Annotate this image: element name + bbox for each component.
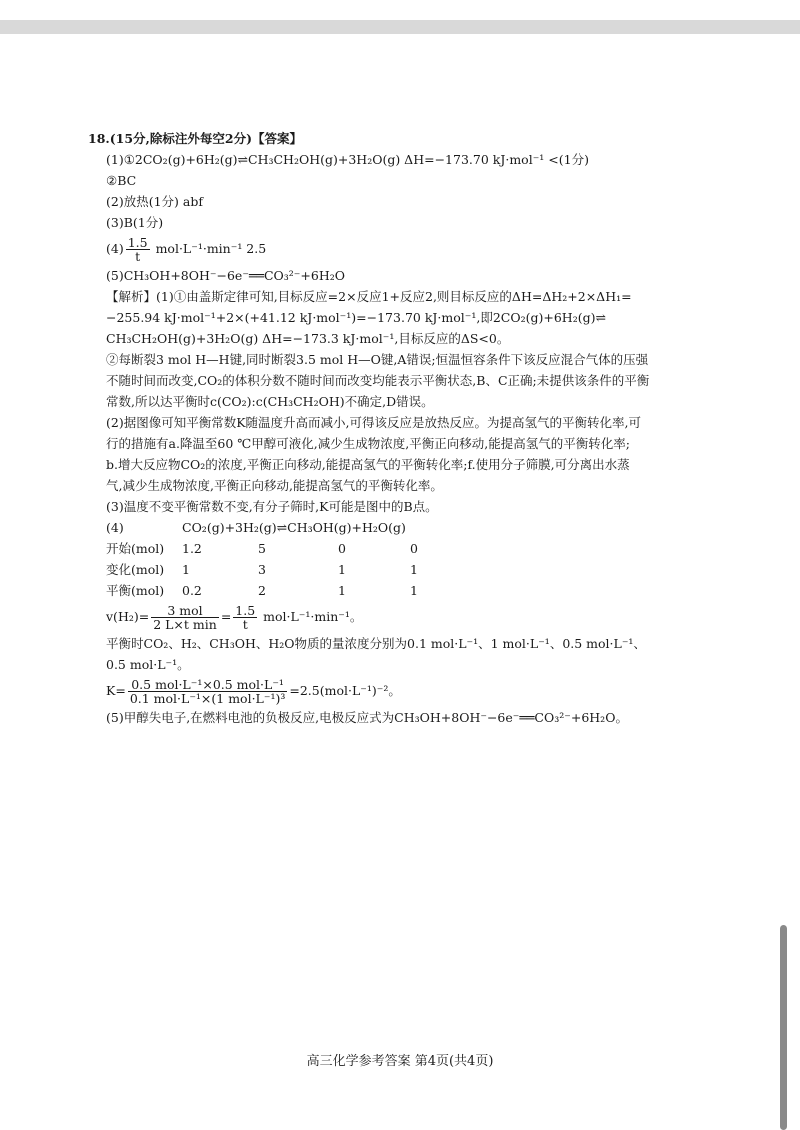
ice-cell: 1 (338, 562, 346, 577)
analysis-line-11: (3)温度不变平衡常数不变,有分子筛时,K可能是图中的B点。 (106, 499, 438, 514)
ice-row-change (106, 559, 470, 580)
analysis-line-3: CH₃CH₂OH(g)+3H₂O(g) ΔH=−173.3 kJ·mol⁻¹,目标反应的ΔS<0。 (106, 331, 510, 346)
k-suffix: =2.5(mol·L⁻¹)⁻²。 (289, 683, 401, 698)
answer-line-6: (5)CH₃OH+8OH⁻−6e⁻══CO₃²⁻+6H₂O (106, 268, 345, 283)
analysis-line-7: (2)据图像可知平衡常数K随温度升高而减小,可得该反应是放热反应。为提高氢气的平衡转化率,可 (106, 415, 641, 430)
answer4-den: t (135, 249, 141, 264)
final-line: (5)甲醇失电子,在燃料电池的负极反应,电极反应式为CH₃OH+8OH⁻−6e⁻══CO₃²⁻+6H₂O。 (106, 710, 628, 725)
answer4-fraction (126, 236, 150, 263)
rate-fraction-2 (233, 604, 257, 631)
rate-expression (88, 601, 728, 633)
ice-cell: 2 (258, 583, 266, 598)
question-header: 18.(15分,除标注外每空2分)【答案】 (88, 131, 303, 146)
rate-den-1: 2 L×t min (153, 617, 217, 632)
ice-cell: 1 (410, 583, 418, 598)
answer-line-1: (1)①2CO₂(g)+6H₂(g)⇌CH₃CH₂OH(g)+3H₂O(g) ΔH=−173.70 kJ·mol⁻¹ <(1分) (106, 152, 589, 167)
scrollbar[interactable] (780, 925, 787, 1130)
ice-header-row (106, 517, 470, 538)
k-lhs: K= (106, 683, 126, 698)
answer4-prefix: (4) (106, 241, 124, 256)
page-footer: 高三化学参考答案 第4页(共4页) (306, 1054, 494, 1069)
analysis-line-6: 常数,所以达平衡时c(CO₂):c(CH₃CH₂OH)不确定,D错误。 (106, 394, 434, 409)
rate-den-2: t (242, 617, 248, 632)
ice-cell: 0.2 (182, 583, 202, 598)
ice-cell: 3 (258, 562, 266, 577)
ice-cell: 5 (258, 541, 266, 556)
k-fraction (128, 678, 288, 705)
k-expression (88, 675, 728, 707)
analysis-line-10: 气,减少生成物浓度,平衡正向移动,能提高氢气的平衡转化率。 (106, 478, 443, 493)
ice-table (106, 517, 470, 601)
k-den: 0.1 mol·L⁻¹×(1 mol·L⁻¹)³ (129, 691, 286, 706)
ice-cell: 平衡(mol) (106, 583, 165, 598)
ice-cell: 1 (410, 562, 418, 577)
answer-line-5 (88, 233, 728, 265)
ice-row-initial (106, 538, 470, 559)
answer4-num: 1.5 (127, 235, 148, 250)
rate-lhs: v(H₂)= (106, 609, 150, 624)
analysis-line-1: 【解析】(1)①由盖斯定律可知,目标反应=2×反应1+反应2,则目标反应的ΔH=ΔH₂+2×ΔH₁= (106, 289, 632, 304)
analysis-line-9: b.增大反应物CO₂的浓度,平衡正向移动,能提高氢气的平衡转化率;f.使用分子筛膜,可分离出水蒸 (106, 457, 630, 472)
rate-num-1: 3 mol (151, 604, 219, 618)
analysis-line-4: ②每断裂3 mol H—H键,同时断裂3.5 mol H—O键,A错误;恒温恒容条件下该反应混合气体的压强 (106, 352, 649, 367)
ice-cell: 变化(mol) (106, 562, 165, 577)
rate-fraction-1 (151, 604, 219, 631)
answer-line-4: (3)B(1分) (106, 215, 164, 230)
ice-cell: 开始(mol) (106, 541, 165, 556)
k-num: 0.5 mol·L⁻¹×0.5 mol·L⁻¹ (128, 678, 288, 692)
ice-cell: 0 (338, 541, 346, 556)
rate-suffix: mol·L⁻¹·min⁻¹。 (259, 609, 363, 624)
analysis-line-5: 不随时间而改变,CO₂的体积分数不随时间而改变均能表示平衡状态,B、C正确;未提供该条件的平衡 (106, 373, 650, 388)
rate-num-2: 1.5 (235, 603, 256, 618)
ice-row-equilibrium (106, 580, 470, 601)
conc-line-1: 平衡时CO₂、H₂、CH₃OH、H₂O物质的量浓度分别为0.1 mol·L⁻¹、1 mol·L⁻¹、0.5 mol·L⁻¹、 (106, 636, 646, 651)
ice-cell: 1 (182, 562, 190, 577)
answer-line-3: (2)放热(1分) abf (106, 194, 203, 209)
ice-cell: 0 (410, 541, 418, 556)
answer4-suffix: mol·L⁻¹·min⁻¹ 2.5 (151, 241, 267, 256)
conc-line-2: 0.5 mol·L⁻¹。 (106, 657, 190, 672)
answer-content (88, 128, 728, 728)
ice-header-equation: CO₂(g)+3H₂(g)⇌CH₃OH(g)+H₂O(g) (182, 520, 406, 535)
answer-line-2: ②BC (106, 173, 137, 188)
rate-equals: = (220, 609, 232, 624)
analysis-line-8: 行的措施有a.降温至60 ℃甲醇可液化,减少生成物浓度,平衡正向移动,能提高氢气的平衡转化率; (106, 436, 630, 451)
ice-header-label: (4) (106, 520, 124, 535)
top-bar (0, 20, 800, 34)
ice-cell: 1 (338, 583, 346, 598)
ice-cell: 1.2 (182, 541, 202, 556)
analysis-line-2: −255.94 kJ·mol⁻¹+2×(+41.12 kJ·mol⁻¹)=−173.70 kJ·mol⁻¹,即2CO₂(g)+6H₂(g)⇌ (106, 310, 606, 325)
